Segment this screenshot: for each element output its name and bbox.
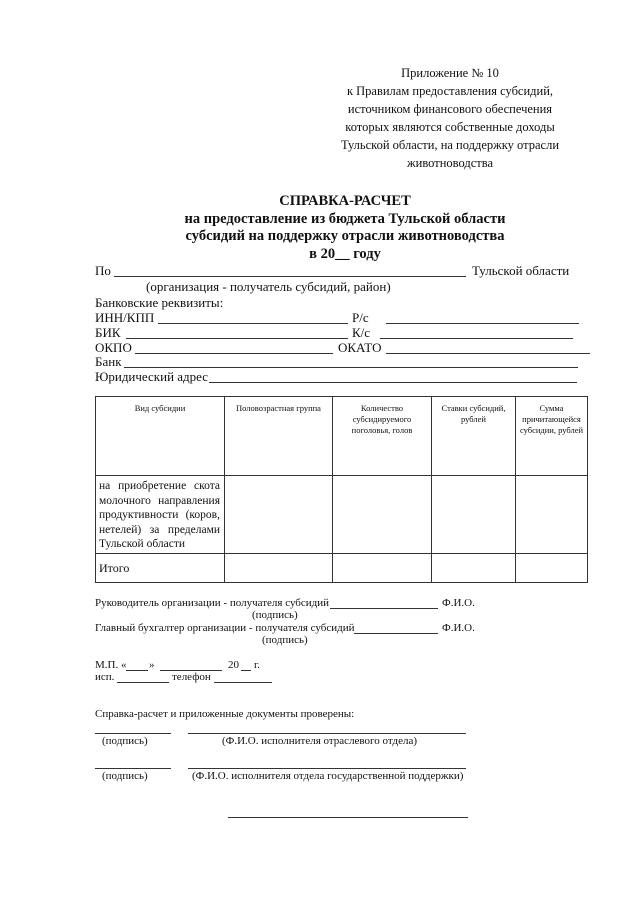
bottom-line bbox=[228, 817, 468, 818]
appendix-note bbox=[300, 64, 600, 172]
header-cell: Ставки субсидий, рублей bbox=[432, 397, 516, 476]
accountant-signature-field[interactable] bbox=[354, 633, 438, 634]
document-title bbox=[100, 193, 590, 263]
verifier2-fio-field[interactable] bbox=[188, 768, 466, 769]
okpo-field[interactable] bbox=[135, 353, 333, 354]
executor-field[interactable] bbox=[117, 682, 169, 683]
recipient-hint: (организация - получатель субсидий, район) bbox=[146, 279, 391, 294]
accountant-fio-label: Ф.И.О. bbox=[442, 622, 475, 634]
head-fio-label: Ф.И.О. bbox=[442, 597, 475, 609]
bik-field[interactable] bbox=[126, 338, 348, 339]
verifier1-fio-field[interactable] bbox=[188, 733, 466, 734]
table-header-row bbox=[96, 397, 588, 476]
legal-address-label: Юридический адрес bbox=[95, 369, 209, 384]
total-cell[interactable] bbox=[516, 554, 588, 583]
table-row bbox=[96, 476, 588, 554]
head-signature-hint: (подпись) bbox=[252, 609, 298, 621]
bank-field[interactable] bbox=[124, 367, 578, 368]
appendix-line: источником финансового обеспечения bbox=[347, 102, 553, 116]
region-suffix: Тульской области bbox=[472, 263, 570, 278]
appendix-line: Тульской области, на поддержку отрасли bbox=[340, 138, 560, 152]
year-prefix: 20 bbox=[228, 659, 239, 671]
stamp-mid: » bbox=[149, 659, 155, 671]
legal-address-field[interactable] bbox=[209, 382, 577, 383]
bik-label: БИК bbox=[95, 325, 121, 340]
total-cell[interactable] bbox=[225, 554, 333, 583]
verifier1-signature-field[interactable] bbox=[95, 733, 171, 734]
age-group-cell[interactable] bbox=[225, 476, 333, 554]
bank-details-label: Банковские реквизиты: bbox=[95, 295, 224, 310]
verifier2-signature-field[interactable] bbox=[95, 768, 171, 769]
year-field[interactable] bbox=[241, 670, 251, 671]
table-total-row bbox=[96, 554, 588, 583]
inn-kpp-field[interactable] bbox=[158, 323, 348, 324]
accountant-signature-hint: (подпись) bbox=[262, 634, 308, 646]
support-executor-hint: (Ф.И.О. исполнителя отдела государственной поддержки) bbox=[192, 770, 464, 782]
inn-kpp-label: ИНН/КПП bbox=[95, 310, 155, 325]
stamp-prefix: М.П. « bbox=[95, 659, 127, 671]
total-cell[interactable] bbox=[432, 554, 516, 583]
verifier2-signature-hint: (подпись) bbox=[102, 770, 148, 782]
amount-cell[interactable] bbox=[516, 476, 588, 554]
ks-label: К/с bbox=[352, 325, 371, 340]
appendix-line: животноводства bbox=[407, 156, 493, 170]
title-line: на предоставление из бюджета Тульской области bbox=[184, 210, 506, 227]
chief-accountant-label: Главный бухгалтер организации - получателя субсидий bbox=[95, 622, 355, 634]
appendix-line: которых являются собственные доходы bbox=[345, 120, 555, 134]
head-signature-field[interactable] bbox=[330, 608, 438, 609]
head-label: Руководитель организации - получателя субсидий bbox=[95, 597, 330, 609]
rs-field[interactable] bbox=[386, 323, 579, 324]
recipient-field[interactable] bbox=[114, 276, 466, 277]
title-line: СПРАВКА-РАСЧЕТ bbox=[279, 193, 411, 209]
industry-executor-hint: (Ф.И.О. исполнителя отраслевого отдела) bbox=[222, 735, 418, 747]
header-cell: Сумма причитающейся субсидии, рублей bbox=[516, 397, 588, 476]
title-line: в 20__ году bbox=[309, 245, 381, 262]
rate-cell[interactable] bbox=[432, 476, 516, 554]
verification-text: Справка-расчет и приложенные документы проверены: bbox=[95, 708, 355, 720]
okpo-label: ОКПО bbox=[95, 340, 132, 355]
header-cell: Количество субсидируемого поголовья, голов bbox=[333, 397, 432, 476]
header-cell: Половозрастная группа bbox=[225, 397, 333, 476]
appendix-line: Приложение № 10 bbox=[401, 66, 499, 80]
title-line: субсидий на поддержку отрасли животноводства bbox=[185, 228, 505, 244]
header-cell: Вид субсидии bbox=[96, 397, 225, 476]
total-label: Итого bbox=[96, 554, 225, 583]
subsidy-table bbox=[95, 396, 588, 583]
phone-field[interactable] bbox=[214, 682, 272, 683]
subsidy-type-cell: на приобретение скота молочного направления продуктивности (коров, нетелей) за пределами Тульской области bbox=[96, 476, 225, 554]
okato-field[interactable] bbox=[386, 353, 590, 354]
livestock-count-cell[interactable] bbox=[333, 476, 432, 554]
day-field[interactable] bbox=[126, 670, 148, 671]
executor-label: исп. bbox=[95, 671, 115, 683]
okato-label: ОКАТО bbox=[338, 340, 382, 355]
bank-label: Банк bbox=[95, 354, 122, 369]
total-cell[interactable] bbox=[333, 554, 432, 583]
phone-label: телефон bbox=[172, 671, 211, 683]
ks-field[interactable] bbox=[380, 338, 573, 339]
appendix-line: к Правилам предоставления субсидий, bbox=[346, 84, 554, 98]
po-label: По bbox=[95, 263, 111, 278]
verifier1-signature-hint: (подпись) bbox=[102, 735, 148, 747]
year-suffix: г. bbox=[254, 659, 261, 671]
rs-label: Р/с bbox=[352, 310, 369, 325]
